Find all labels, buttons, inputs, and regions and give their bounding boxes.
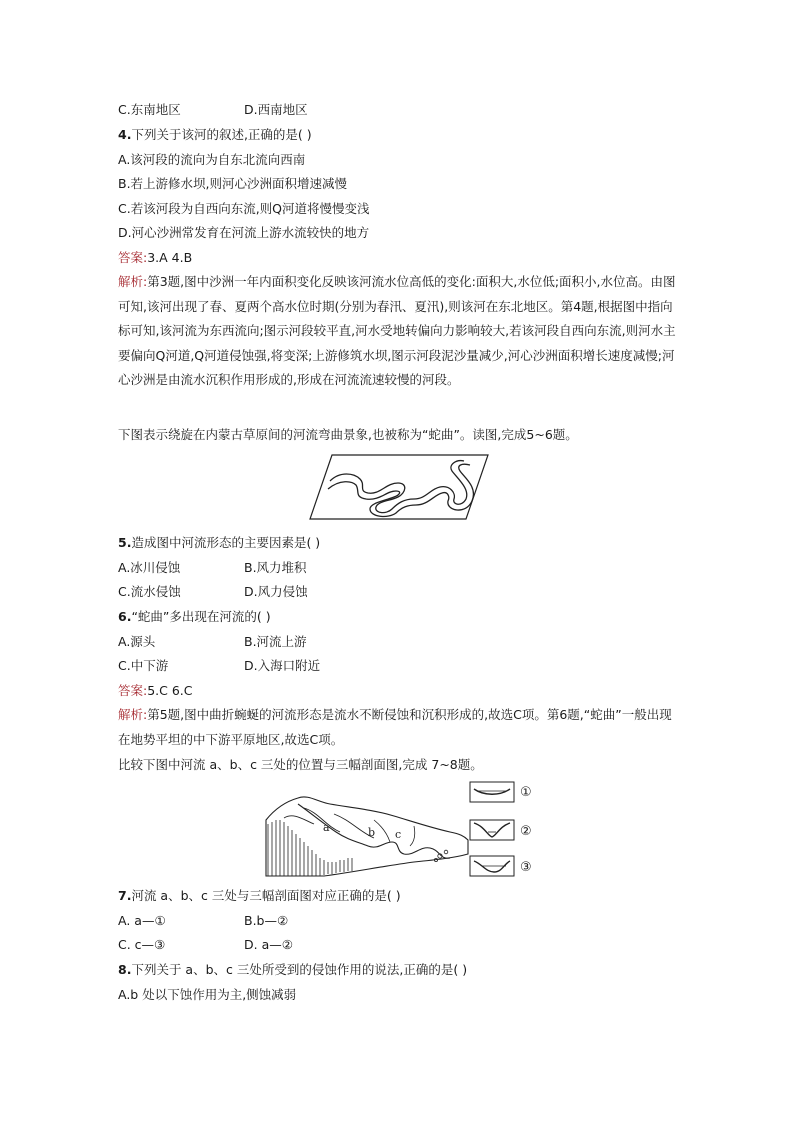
q6-option-d: D.入海口附近 xyxy=(244,658,321,673)
cross-section-3-number: ③ xyxy=(520,860,532,875)
q5-option-c: C.流水侵蚀 xyxy=(118,584,181,599)
q6-options-ab xyxy=(118,634,678,650)
q6-option-a: A.源头 xyxy=(118,634,156,649)
analysis-label: 解析: xyxy=(118,274,148,289)
q3-options-cd xyxy=(118,102,678,118)
analysis-text: 第3题,图中沙洲一年内面积变化反映该河流水位高低的变化:面积大,水位低;面积小,水位高。由图可知,该河出现了春、夏两个高水位时期(分别为春汛、夏汛),则该河在东北地区。第4题,根据图中指向标可知,该河流为东西流向;图示河段较平直,河水受地转偏向力影响较大,若该河段自西向东流,则河水主要偏向Q河道,Q河道侵蚀强,将变深;上游修筑水坝,图示河段泥沙量减少,河心沙洲面积增长速度减慢;河心沙洲是由流水沉积作用形成的,形成在河流流速较慢的河段。 xyxy=(118,274,676,387)
intro-q7-8: 比较下图中河流 a、b、c 三处的位置与三幅剖面图,完成 7~8题。 xyxy=(118,757,483,772)
label-c: c xyxy=(395,828,402,841)
q5-number: 5. xyxy=(118,535,132,550)
q6-option-b: B.河流上游 xyxy=(244,634,307,649)
q6-stem xyxy=(118,609,678,625)
q7-stem xyxy=(118,888,678,904)
answer-block-1 xyxy=(118,250,678,266)
q5-options-cd xyxy=(118,584,678,600)
q6-stem-text: “蛇曲”多出现在河流的( ) xyxy=(131,609,271,624)
answer-block-2 xyxy=(118,683,678,699)
q5-option-b: B.风力堆积 xyxy=(244,560,307,575)
analysis-text: 第5题,图中曲折蜿蜒的河流形态是流水不断侵蚀和沉积形成的,故选C项。第6题,“蛇曲”一般出现在地势平坦的中下游平原地区,故选C项。 xyxy=(118,707,672,747)
answer-text: 5.C 6.C xyxy=(147,683,193,698)
q6-option-c: C.中下游 xyxy=(118,658,169,673)
analysis-block-2 xyxy=(118,703,678,752)
q3-option-c: C.东南地区 xyxy=(118,102,181,117)
q7-options-cd xyxy=(118,937,678,953)
q4-number: 4. xyxy=(118,127,132,142)
cross-section-1-number: ① xyxy=(520,785,532,800)
answer-label: 答案: xyxy=(118,683,148,698)
q6-options-cd xyxy=(118,658,678,674)
q4-option-a: A.该河段的流向为自东北流向西南 xyxy=(118,152,306,167)
cross-section-2-number: ② xyxy=(520,824,532,839)
q4-option-b: B.若上游修水坝,则河心沙洲面积增速减慢 xyxy=(118,176,348,191)
q5-options-ab xyxy=(118,560,678,576)
q8-option-a: A.b 处以下蚀作用为主,侧蚀减弱 xyxy=(118,987,297,1002)
q5-stem xyxy=(118,535,678,551)
q3-option-d: D.西南地区 xyxy=(244,102,308,117)
label-a: a xyxy=(323,821,330,834)
q7-stem-text: 河流 a、b、c 三处与三幅剖面图对应正确的是( ) xyxy=(131,888,401,903)
q5-stem-text: 造成图中河流形态的主要因素是( ) xyxy=(131,535,321,550)
cross-section-1-box xyxy=(470,782,514,802)
q4-stem-text: 下列关于该河的叙述,正确的是( ) xyxy=(131,127,312,142)
label-b: b xyxy=(368,826,376,839)
meander-figure xyxy=(306,453,490,521)
q6-number: 6. xyxy=(118,609,132,624)
analysis-block-1 xyxy=(118,270,678,393)
q7-option-b: B.b—② xyxy=(244,913,289,928)
q7-option-a: A. a—① xyxy=(118,913,166,928)
analysis-label: 解析: xyxy=(118,707,148,722)
q4-stem xyxy=(118,127,678,143)
q7-option-d: D. a—② xyxy=(244,937,293,952)
q7-number: 7. xyxy=(118,888,132,903)
meander-svg xyxy=(306,453,490,521)
q8-stem xyxy=(118,962,678,978)
answer-text: 3.A 4.B xyxy=(147,250,193,265)
q4-option-c: C.若该河段为自西向东流,则Q河道将慢慢变浅 xyxy=(118,201,370,216)
q5-option-d: D.风力侵蚀 xyxy=(244,584,308,599)
q8-number: 8. xyxy=(118,962,132,977)
q5-option-a: A.冰川侵蚀 xyxy=(118,560,181,575)
q7-options-ab xyxy=(118,913,678,929)
q7-option-c: C. c—③ xyxy=(118,937,166,952)
q8-stem-text: 下列关于 a、b、c 三处所受到的侵蚀作用的说法,正确的是( ) xyxy=(131,962,468,977)
answer-label: 答案: xyxy=(118,250,148,265)
q4-option-d: D.河心沙洲常发育在河流上游水流较快的地方 xyxy=(118,225,370,240)
river-valley-svg xyxy=(264,780,544,882)
river-valley-figure xyxy=(264,780,544,882)
intro-q5-6: 下图表示绕旋在内蒙古草原间的河流弯曲景象,也被称为“蛇曲”。读图,完成5~6题。 xyxy=(118,427,578,442)
